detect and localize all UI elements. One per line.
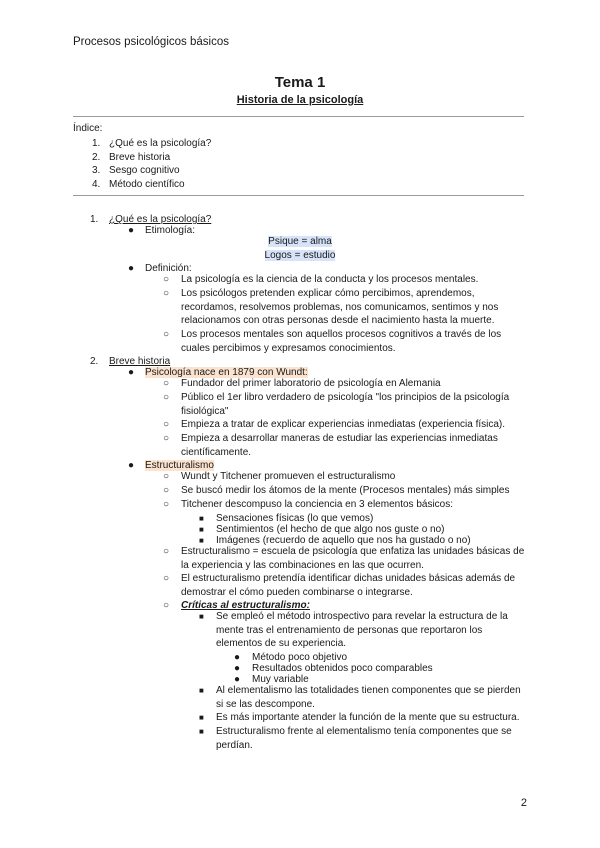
page-title: Tema 1 [274, 74, 326, 91]
list-item: ● Psicología nace en 1879 con Wundt: [128, 367, 308, 379]
section-heading: 2. Breve historia [90, 356, 171, 368]
list-item: ■ Sentimientos (el hecho de que algo nos guste o no) [199, 524, 445, 536]
list-item: ● Muy variable [234, 674, 309, 686]
list-item: ● Definición: [128, 263, 192, 275]
list-item: ■ Se empleó el método introspectivo para revelar la estructura de la mente tras el entrenamiento de personas que reportaron los elementos de su experiencia. [199, 611, 508, 650]
list-item: ● Método poco objetivo [234, 652, 348, 664]
running-header: Procesos psicológicos básicos [73, 36, 229, 48]
list-item: ■ Estructuralismo frente al elementalismo tenía componentes que se perdían. [199, 726, 512, 751]
list-item: ■ Es más importante atender la función de la mente que su estructura. [199, 712, 520, 724]
list-item: ○ Estructuralismo = escuela de psicología que enfatiza las unidades básicas de la experiencia y las combinaciones en las que ocurren. [163, 546, 525, 571]
list-item: ○ Empieza a tratar de explicar experiencias inmediatas (experiencia física). [163, 419, 506, 431]
list-item: ■ Al elementalismo las totalidades tienen componentes que se pierden si se las descompone. [199, 685, 521, 710]
index-item: 1. ¿Qué es la psicología? [92, 138, 212, 149]
list-item: ○ Fundador del primer laboratorio de psicología en Alemania [163, 378, 441, 390]
list-item: ○ Críticas al estructuralismo: [163, 600, 310, 612]
list-item: ■ Sensaciones físicas (lo que vemos) [199, 513, 374, 525]
etymology-line: Logos = estudio [264, 249, 336, 261]
list-item: ○ Los psicólogos pretenden explicar cómo percibimos, aprendemos, recordamos, resolvemos problemas, nos comunicamos, sentimos y nos relacionamos con otras personas desde el nacimiento hasta la muerte. [163, 288, 499, 327]
index-label: Índice: [73, 123, 103, 134]
list-item: ○ Los procesos mentales son aquellos procesos cognitivos a través de los cuales percibimos y expresamos conocimientos. [163, 329, 502, 354]
list-item: ● Etimología: [128, 225, 196, 236]
list-item: ○ Titchener descompuso la conciencia en 3 elementos básicos: [163, 499, 454, 511]
index-divider [73, 195, 524, 196]
list-item: ○ Wundt y Titchener promueven el estructuralismo [163, 471, 396, 483]
list-item: ● Resultados obtenidos poco comparables [234, 663, 433, 675]
index-item: 4. Método científico [92, 178, 185, 190]
index-item: 2. Breve historia [92, 151, 171, 163]
list-item: ■ Imágenes (recuerdo de aquello que nos ha gustado o no) [199, 535, 471, 547]
list-item: ○ Público el 1er libro verdadero de psicología "los principios de la psicología fisiológica" [163, 392, 510, 417]
index-list [92, 137, 211, 191]
list-item: ○ Empieza a desarrollar maneras de estudiar las experiencias inmediatas científicamente. [163, 433, 498, 458]
etymology-line: Psique = alma [268, 236, 332, 247]
page-subtitle: Historia de la psicología [236, 94, 364, 106]
top-divider [73, 116, 524, 117]
list-item: ○ El estructuralismo pretendía identificar dichas unidades básicas además de demostrar el cómo pueden combinarse o integrarse. [163, 573, 516, 598]
page-number: 2 [520, 797, 527, 809]
list-item: ○ Se buscó medir los átomos de la mente (Procesos mentales) más simples [163, 485, 510, 497]
index-item: 3. Sesgo cognitivo [92, 165, 180, 176]
document-body [0, 213, 600, 752]
list-item: ○ La psicología es la ciencia de la conducta y los procesos mentales. [163, 274, 479, 286]
list-item: ● Estructuralismo [128, 460, 214, 472]
section-heading: 1. ¿Qué es la psicología? [90, 214, 212, 225]
